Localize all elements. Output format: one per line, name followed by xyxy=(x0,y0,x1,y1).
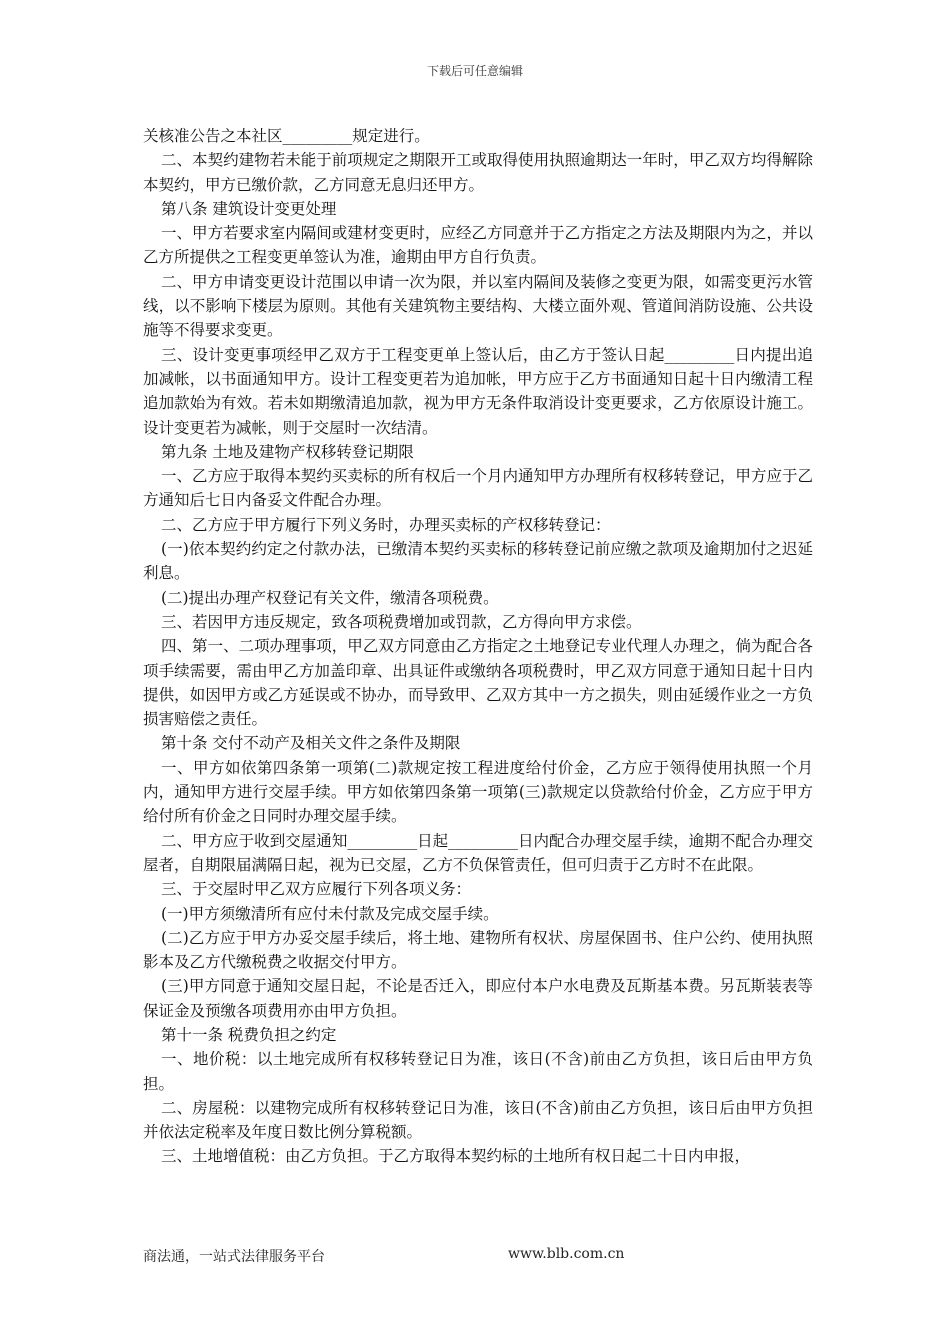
paragraph: 三、若因甲方违反规定，致各项税费增加或罚款，乙方得向甲方求偿。 xyxy=(161,612,642,631)
paragraph: 三、设计变更事项经甲乙双方于工程变更单上签认后，由乙方于签认日起_________日内提出追加减帐，以书面通知甲方。设计工程变更若为追加帐，甲方应于乙方书面通知日起十日内缴清工程追加款始为有效。若未如期缴清追加款，视为甲方无条件取消设计变更要求，乙方依原设计施工。设计变更若为减帐，则于交屋时一次结清。 xyxy=(143,345,813,437)
paragraph: 二、乙方应于甲方履行下列义务时，办理买卖标的产权移转登记： xyxy=(161,515,611,534)
paragraph: 一、甲方若要求室内隔间或建材变更时，应经乙方同意并于乙方指定之方法及期限内为之，并以乙方所提供之工程变更单签认为准，逾期由甲方自行负责。 xyxy=(143,224,813,267)
paragraph: (一)甲方须缴清所有应付未付款及完成交屋手续。 xyxy=(161,904,499,923)
paragraph: 一、甲方如依第四条第一项第(二)款规定按工程进度给付价金，乙方应于领得使用执照一个月内，通知甲方进行交屋手续。甲方如依第四条第一项第(三)款规定以贷款给付价金，乙方应于甲方给付所有价金之日同时办理交屋手续。 xyxy=(143,758,813,826)
paragraph: (二)提出办理产权登记有关文件，缴清各项税费。 xyxy=(161,588,499,607)
article-heading: 第十条 交付不动产及相关文件之条件及期限 xyxy=(161,734,461,753)
paragraph: 二、房屋税：以建物完成所有权移转登记日为准，该日(不含)前由乙方负担，该日后由甲方负担并依法定税率及年度日数比例分算税额。 xyxy=(143,1098,813,1142)
paragraph: 二、甲方应于收到交屋通知_________日起_________日内配合办理交屋手续，逾期不配合办理交屋者，自期限届满隔日起，视为已交屋，乙方不负保管责任，但可归责于乙方时不在此限。 xyxy=(143,831,813,874)
paragraph: 四、第一、二项办理事项，甲乙双方同意由乙方指定之土地登记专业代理人办理之，倘为配合各项手续需要，需由甲乙方加盖印章、出具证件或缴纳各项税费时，甲乙双方同意于通知日起十日内提供，如因甲方或乙方延误或不协办，而导致甲、乙双方其中一方之损失，则由延缓作业之一方负损害赔偿之责任。 xyxy=(143,637,813,729)
document-body xyxy=(143,124,813,1169)
article-heading: 第八条 建筑设计变更处理 xyxy=(161,199,337,218)
page-header: 下载后可任意编辑 xyxy=(426,64,523,78)
footer-platform-name: 商法通，一站式法律服务平台 xyxy=(143,1249,325,1265)
paragraph: 三、土地增值税：由乙方负担。于乙方取得本契约标的土地所有权日起二十日内申报， xyxy=(161,1147,751,1166)
paragraph: 二、本契约建物若未能于前项规定之期限开工或取得使用执照逾期达一年时，甲乙双方均得解除本契约，甲方已缴价款，乙方同意无息归还甲方。 xyxy=(143,151,813,194)
article-heading: 第九条 土地及建物产权移转登记期限 xyxy=(161,442,414,461)
footer-website: www.blb.com.cn xyxy=(508,1246,625,1262)
article-heading: 第十一条 税费负担之约定 xyxy=(161,1025,337,1044)
paragraph: 关核准公告之本社区_________规定进行。 xyxy=(143,127,430,145)
paragraph: 二、甲方申请变更设计范围以申请一次为限，并以室内隔间及装修之变更为限，如需变更污水管线，以不影响下楼层为原则。其他有关建筑物主要结构、大楼立面外观、管道间消防设施、公共设施等不得要求变更。 xyxy=(143,272,813,340)
paragraph: 三、于交屋时甲乙双方应履行下列各项义务： xyxy=(161,880,472,899)
paragraph: (一)依本契约约定之付款办法，已缴清本契约买卖标的移转登记前应缴之款项及逾期加付之迟延利息。 xyxy=(143,540,813,583)
paragraph: 一、乙方应于取得本契约买卖标的所有权后一个月内通知甲方办理所有权移转登记，甲方应于乙方通知后七日内备妥文件配合办理。 xyxy=(143,467,813,510)
paragraph: (二)乙方应于甲方办妥交屋手续后，将土地、建物所有权状、房屋保固书、住户公约、使用执照影本及乙方代缴税费之收据交付甲方。 xyxy=(143,928,813,972)
paragraph: 一、地价税：以土地完成所有权移转登记日为准，该日(不含)前由乙方负担，该日后由甲方负担。 xyxy=(143,1050,813,1093)
paragraph: (三)甲方同意于通知交屋日起，不论是否迁入，即应付本户水电费及瓦斯基本费。另瓦斯装表等保证金及预缴各项费用亦由甲方负担。 xyxy=(143,977,813,1020)
